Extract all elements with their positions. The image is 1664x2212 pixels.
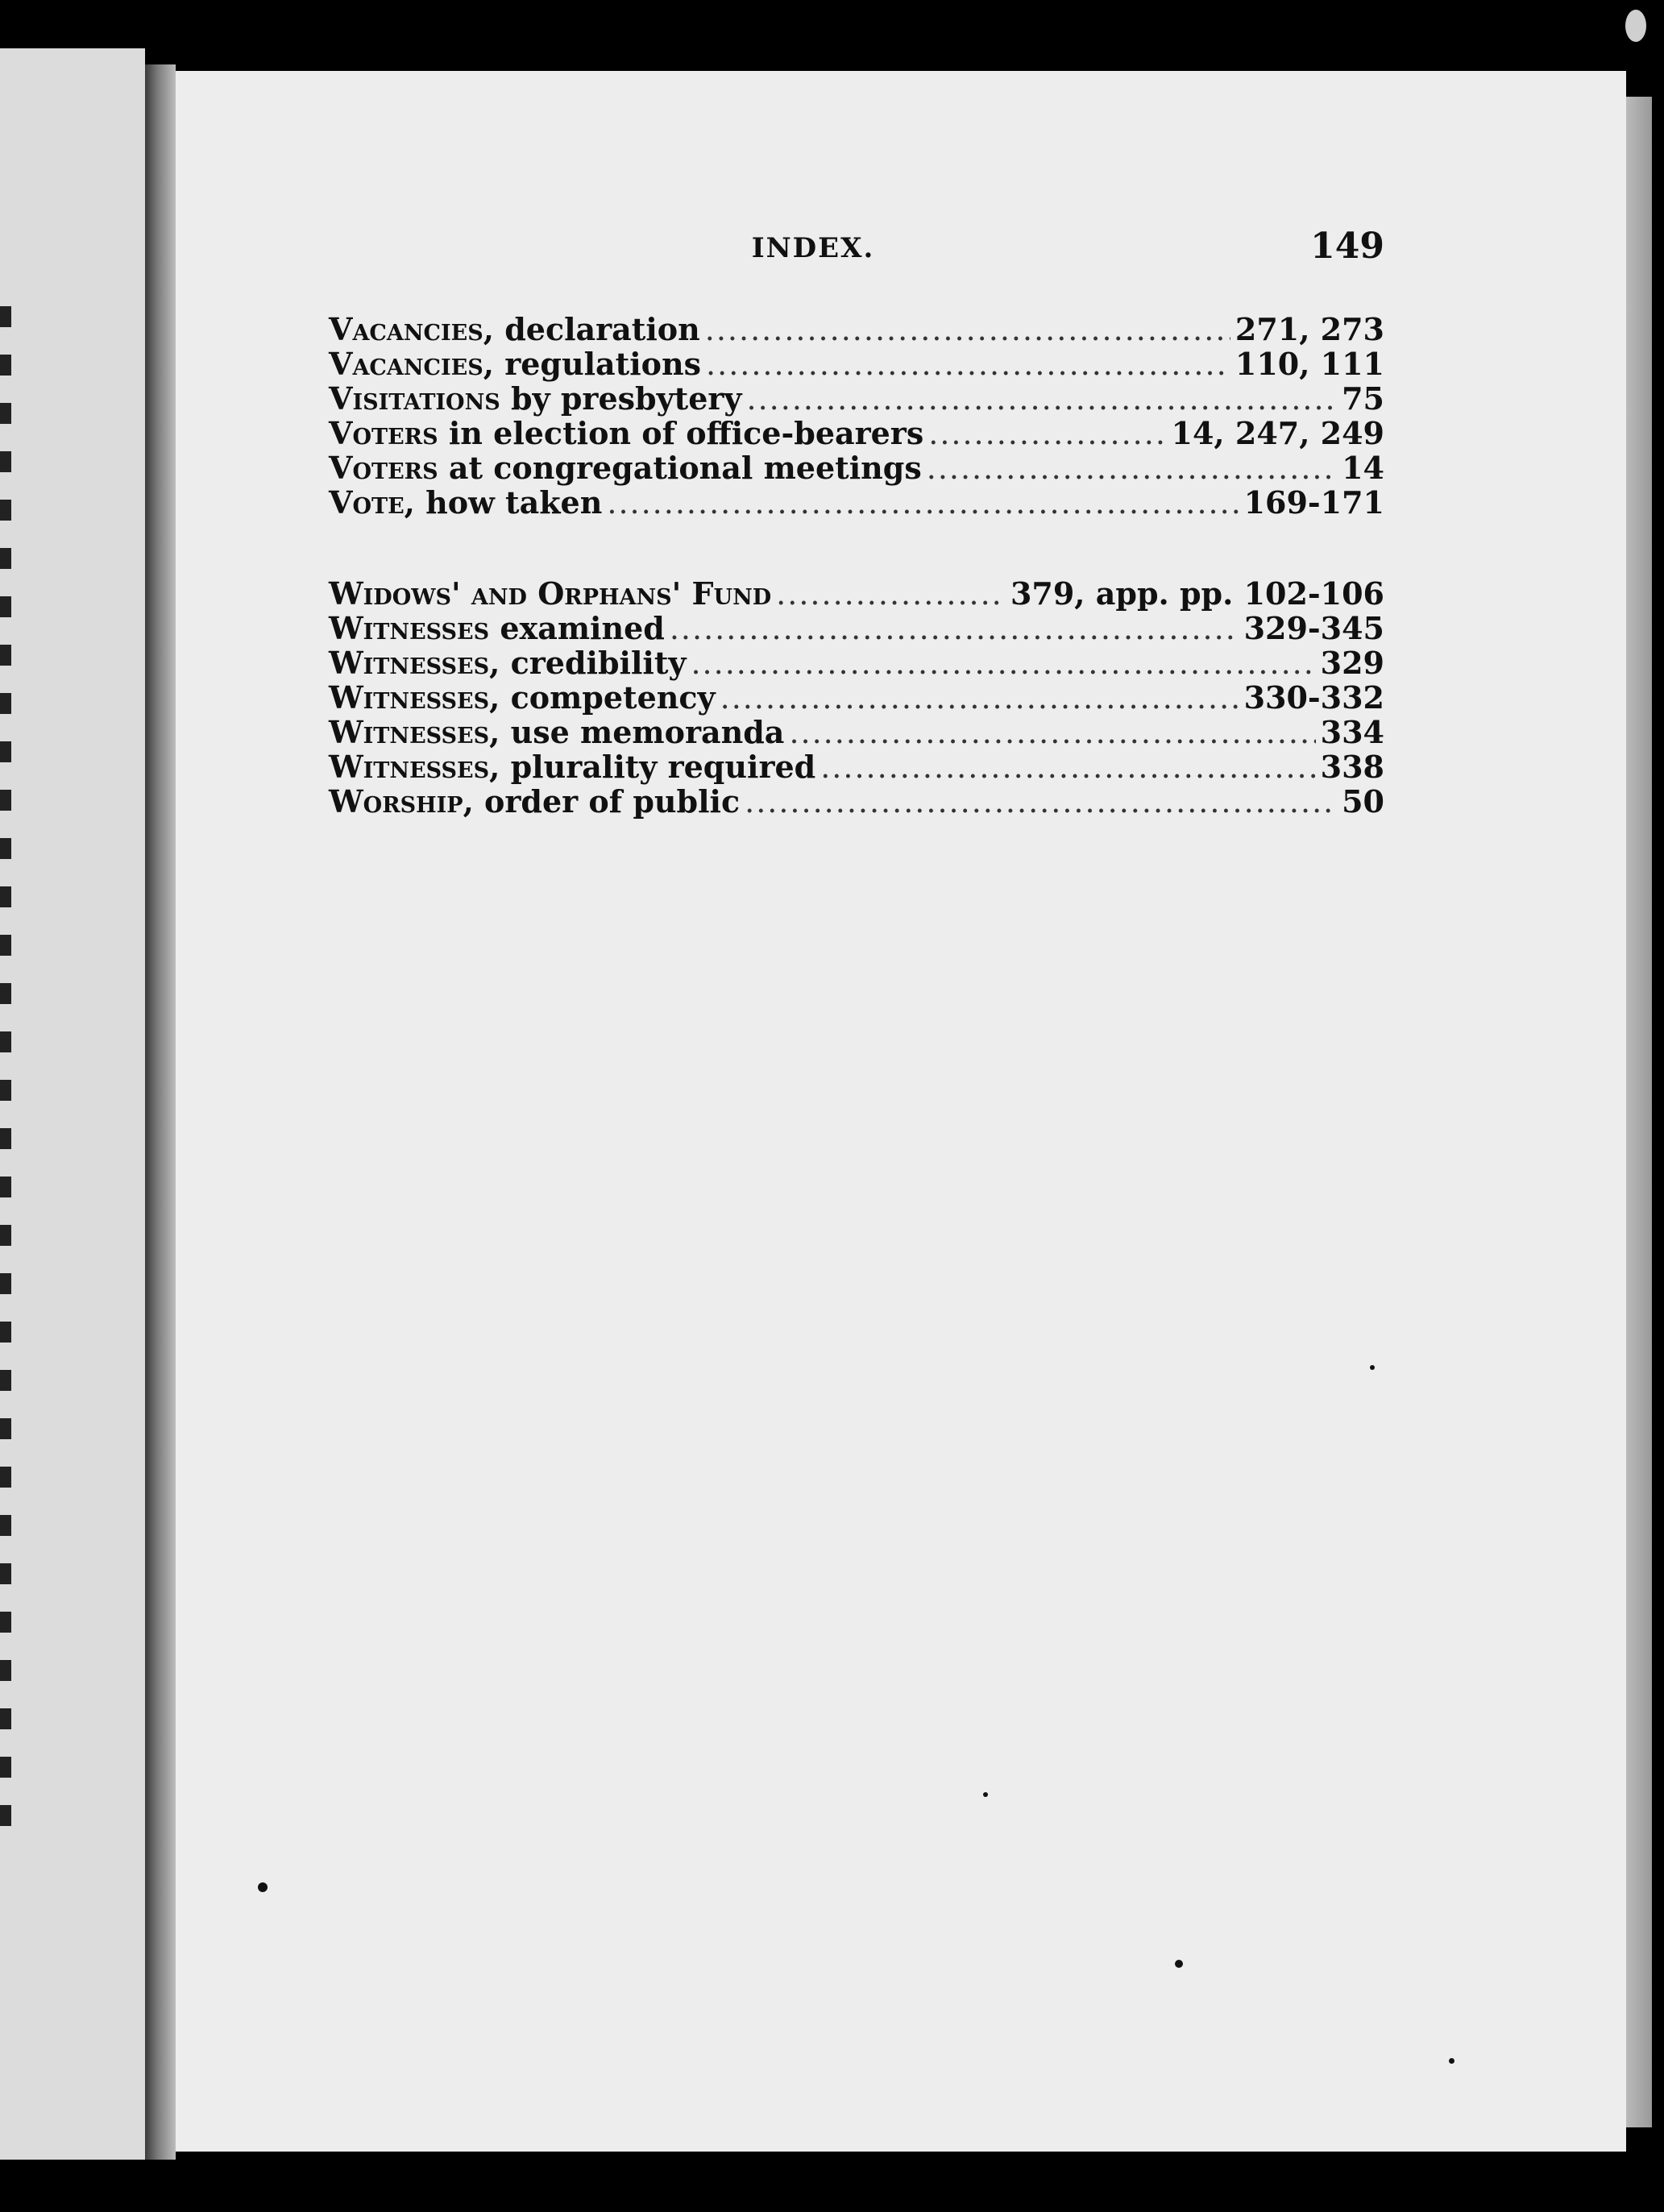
dot-leader	[745, 784, 1337, 820]
entry-head: Witnesses	[329, 610, 490, 646]
dust-speck	[1370, 1365, 1375, 1370]
entry-head: Visitations	[329, 380, 500, 417]
entry-text: competency	[500, 679, 716, 716]
entry-head: Witnesses,	[329, 714, 500, 750]
entry-page-refs: 329-345	[1243, 610, 1384, 646]
entry-page-refs: 271, 273	[1235, 311, 1384, 347]
facing-page-text-edge	[0, 306, 11, 1837]
entry-page-refs: 169-171	[1243, 484, 1384, 521]
entry-text: how taken	[414, 484, 603, 521]
dot-leader	[928, 416, 1166, 451]
index-entry	[329, 380, 1384, 415]
dot-leader	[789, 715, 1315, 750]
entry-text: in election of office-bearers	[438, 415, 924, 451]
entry-page-refs: 329	[1320, 645, 1384, 681]
page-right-edge	[1626, 97, 1652, 2127]
entry-head: Vote,	[329, 484, 415, 521]
entry-page-refs: 50	[1342, 783, 1384, 820]
entry-page-refs: 334	[1320, 714, 1384, 750]
index-group-w	[329, 575, 1384, 818]
entry-head: Widows' and Orphans' Fund	[329, 575, 772, 612]
entry-text: use memoranda	[500, 714, 785, 750]
entry-head: Voters	[329, 415, 438, 451]
facing-page-edge	[0, 48, 145, 2160]
entry-text: plurality required	[500, 749, 816, 785]
entry-text: regulations	[493, 346, 702, 382]
dot-leader	[670, 611, 1239, 646]
entry-head: Vacancies,	[329, 311, 494, 347]
dot-leader	[747, 381, 1338, 417]
index-entry	[329, 484, 1384, 519]
entry-page-refs: 110, 111	[1235, 346, 1384, 382]
entry-page-refs: 75	[1342, 380, 1384, 417]
dot-leader	[720, 680, 1239, 716]
dust-speck	[1175, 1960, 1183, 1968]
entry-text: by presbytery	[500, 380, 742, 417]
entry-head: Voters	[329, 450, 438, 486]
index-entry	[329, 346, 1384, 380]
page-number: 149	[1310, 226, 1384, 267]
index-entry	[329, 783, 1384, 818]
corner-mark	[1625, 10, 1646, 42]
binding-gutter	[145, 64, 176, 2160]
entry-text: order of public	[473, 783, 741, 820]
dot-leader	[607, 485, 1239, 521]
index-entry	[329, 749, 1384, 783]
dot-leader	[927, 450, 1337, 486]
entry-head: Witnesses,	[329, 749, 500, 785]
index-entry	[329, 714, 1384, 749]
entry-head: Witnesses,	[329, 645, 500, 681]
index-group-v	[329, 311, 1384, 519]
entry-page-refs: 14, 247, 249	[1171, 415, 1384, 451]
entry-text: examined	[489, 610, 665, 646]
entry-head: Worship,	[329, 783, 474, 820]
dust-speck	[983, 1792, 988, 1797]
page-header	[242, 226, 1384, 274]
index-entry	[329, 679, 1384, 714]
entry-page-refs: 330-332	[1243, 679, 1384, 716]
entry-text: credibility	[500, 645, 687, 681]
dot-leader	[691, 645, 1315, 681]
index-entry	[329, 450, 1384, 484]
index-entry	[329, 645, 1384, 679]
entry-page-refs: 14	[1342, 450, 1384, 486]
dot-leader	[820, 749, 1315, 785]
index-entry	[329, 610, 1384, 645]
entry-text: declaration	[493, 311, 700, 347]
index-entry	[329, 415, 1384, 450]
dot-leader	[706, 347, 1230, 382]
entry-page-refs: 379, app. pp. 102-106	[1010, 575, 1384, 612]
entry-text: at congregational meetings	[438, 450, 922, 486]
page-title: INDEX.	[751, 232, 875, 264]
entry-head: Vacancies,	[329, 346, 494, 382]
index-entry	[329, 575, 1384, 610]
dust-speck	[258, 1882, 268, 1892]
dot-leader	[776, 576, 1006, 612]
dot-leader	[705, 312, 1230, 347]
entry-page-refs: 338	[1320, 749, 1384, 785]
dust-speck	[1449, 2058, 1454, 2064]
entry-head: Witnesses,	[329, 679, 500, 716]
index-entry	[329, 311, 1384, 346]
